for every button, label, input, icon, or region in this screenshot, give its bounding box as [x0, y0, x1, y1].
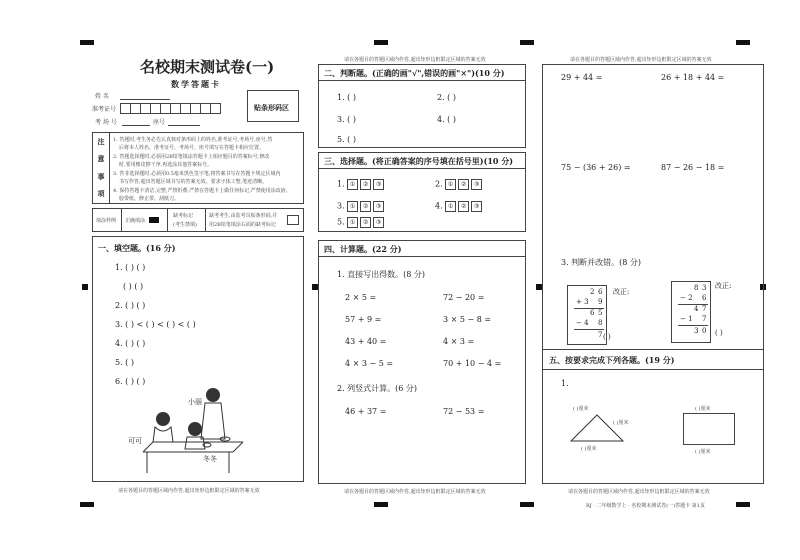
name-field[interactable]	[120, 99, 170, 100]
choice-row[interactable]	[435, 201, 484, 212]
vertical-calc-item[interactable]: 46 + 37 =	[345, 407, 387, 416]
registration-mark	[736, 40, 750, 45]
room-field[interactable]	[122, 125, 150, 126]
note-line: 后将本人姓名、准考证号、考场号、座号填写在答题卡相应位置。	[119, 145, 265, 151]
correction-label: 改正:	[715, 282, 732, 290]
note-line: 2. 答题选择题时,必须用2B铅笔填涂答题卡上相应题目的答案标号,修改	[113, 154, 270, 160]
header-warning: 请在各题目的答题区域内作答,超出矩形边框限定区域的答案无效	[344, 57, 486, 63]
option-box[interactable]: ③	[373, 217, 384, 228]
subquestion-title: 1. 直接写出得数。(8 分)	[337, 270, 426, 279]
judge-answer[interactable]: 5. ( )	[337, 135, 356, 144]
option-box[interactable]: ②	[458, 179, 469, 190]
example-label: 填涂样例	[96, 218, 117, 224]
choice-row[interactable]	[435, 179, 484, 190]
section-4-title: 四、计算题。(22 分)	[319, 241, 525, 257]
notes-box	[92, 132, 304, 204]
length-label[interactable]: ( )厘米	[695, 406, 711, 412]
note-line: 4. 保持答题卡清洁,完整,严禁折叠,严禁在答题卡上做任何标记,严禁使用涂改液、	[113, 188, 291, 194]
calc-item[interactable]: 4 × 3 − 5 =	[345, 359, 394, 368]
digit: 2	[590, 288, 595, 296]
calc-item[interactable]: 70 + 10 − 4 =	[443, 359, 502, 368]
answer-row[interactable]: 2. ( ) ( )	[115, 301, 146, 310]
answer-row[interactable]: 4. ( ) ( )	[115, 339, 146, 348]
answer-row[interactable]: ( ) ( )	[123, 282, 144, 291]
option-box[interactable]: ③	[471, 179, 482, 190]
note-line: 3. 答非选择题时,必须用0.5毫米黑色签字笔,将答案书写在答题卡规定区域内	[113, 171, 281, 177]
choice-row[interactable]	[337, 217, 386, 228]
section-3-title: 三、选择题。(将正确答案的序号填在括号里)(10 分)	[319, 153, 525, 169]
calc-item[interactable]: 75 − (36 + 26) =	[561, 163, 631, 172]
judge-answer[interactable]: 2. ( )	[437, 93, 456, 102]
digit: − 4	[576, 319, 589, 327]
length-label[interactable]: ( )厘米	[581, 446, 597, 452]
barcode-label: 贴条形码区	[254, 103, 289, 112]
digit: − 2	[680, 294, 693, 302]
option-box[interactable]: ②	[360, 217, 371, 228]
character-name: 冬冬	[203, 455, 217, 463]
calc-item[interactable]: 3 × 5 − 8 =	[443, 315, 492, 324]
note-line: 1. 答题时,考生务必先认真核对条形码上的姓名,准考证号,考场号,座号,然	[113, 137, 273, 143]
rectangle-figure	[683, 413, 735, 445]
length-label[interactable]: ( )厘米	[573, 406, 589, 412]
missing-note: (考生禁填)	[173, 222, 197, 228]
option-box[interactable]: ③	[471, 201, 482, 212]
choice-label: 5.	[337, 217, 345, 227]
vertical-calc-item[interactable]: 72 − 53 =	[443, 407, 485, 416]
registration-mark	[80, 502, 94, 507]
section-5-title: 五、按要求完成下列各题。(19 分)	[549, 355, 675, 365]
section-3-panel	[318, 152, 526, 232]
option-box[interactable]: ③	[373, 201, 384, 212]
calc-item[interactable]: 26 + 18 + 44 =	[661, 73, 725, 82]
page-subtitle: 数学答题卡	[171, 79, 221, 89]
length-label[interactable]: ( )厘米	[695, 449, 711, 455]
section-2-panel	[318, 64, 526, 148]
fill-sample-row	[92, 208, 304, 232]
option-box[interactable]: ②	[458, 201, 469, 212]
registration-mark	[520, 502, 534, 507]
digit: 8	[598, 319, 603, 327]
calc-item[interactable]: 57 + 9 =	[345, 315, 382, 324]
question-number: 1.	[561, 379, 569, 388]
digit: 7	[702, 305, 707, 313]
notes-heading-char: 注	[97, 136, 105, 146]
section-2-title: 二、判断题。(正确的画"√",错误的画"×")(10 分)	[319, 65, 525, 81]
correction-label: 改正:	[613, 288, 630, 296]
missing-checkbox[interactable]	[287, 215, 299, 225]
digit: 4	[694, 305, 699, 313]
footer-warning: 请在各题目的答题区域内作答,超出矩形边框限定区域的答案无效	[568, 489, 710, 495]
option-box[interactable]: ①	[347, 179, 358, 190]
choice-label: 2.	[435, 179, 443, 189]
answer-row[interactable]: 6. ( ) ( )	[115, 377, 146, 386]
character-name: 小丽	[188, 398, 202, 406]
judge-answer[interactable]: 4. ( )	[437, 115, 456, 124]
judge-answer[interactable]: ( )	[715, 329, 723, 337]
room-label: 考 场 号	[95, 119, 117, 126]
choice-label: 1.	[337, 179, 345, 189]
registration-mark	[736, 502, 750, 507]
missing-desc: 用2B铅笔填涂右面的缺考标记	[209, 222, 276, 228]
option-box[interactable]: ①	[445, 201, 456, 212]
notes-heading-char: 事	[97, 171, 105, 181]
judge-answer[interactable]: ( )	[603, 333, 611, 341]
option-box[interactable]: ②	[360, 179, 371, 190]
missing-label: 缺考标记	[173, 213, 194, 219]
footer-warning: 请在各题目的答题区域内作答,超出矩形边框限定区域的答案无效	[118, 488, 260, 494]
notes-heading	[93, 133, 110, 203]
digit: + 3	[576, 298, 589, 306]
page-label: RJ · 二年级数学上 · 名校期末测试卷(一)答题卡 第1页	[586, 503, 705, 509]
digit: 3	[702, 284, 707, 292]
page-title: 名校期末测试卷(一)	[140, 58, 275, 76]
digit: 7	[702, 315, 707, 323]
section-1-title: 一、填空题。(16 分)	[98, 243, 176, 253]
digit: 3	[694, 327, 699, 335]
note-line: 胶带纸、修正带、刮纸刀。	[119, 196, 180, 202]
notes-heading-char: 意	[97, 154, 105, 164]
right-answer-panel	[542, 64, 764, 484]
calc-item[interactable]: 72 − 20 =	[443, 293, 485, 302]
subquestion-title: 2. 列竖式计算。(6 分)	[337, 384, 418, 393]
registration-mark	[520, 40, 534, 45]
choice-row[interactable]	[337, 179, 386, 190]
registration-mark	[80, 40, 94, 45]
header-warning: 请在各题目的答题区域内作答,超出矩形边框限定区域的答案无效	[570, 57, 712, 63]
judge-answer[interactable]: 3. ( )	[337, 115, 356, 124]
calc-item[interactable]: 43 + 40 =	[345, 337, 387, 346]
exam-no-label: 准考证号	[92, 106, 117, 113]
registration-mark	[374, 40, 388, 45]
notes-heading-char: 项	[97, 189, 105, 199]
option-box[interactable]: ①	[347, 217, 358, 228]
character-name: 可可	[128, 437, 142, 445]
vertical-problem-a	[567, 285, 607, 345]
name-label: 姓 名	[95, 93, 109, 100]
calc-item[interactable]: 4 × 3 =	[443, 337, 475, 346]
calc-item[interactable]: 29 + 44 =	[561, 73, 603, 82]
answer-row[interactable]: 5. ( )	[115, 358, 134, 367]
registration-mark	[82, 284, 88, 290]
missing-desc: 缺考考生,由监考员贴条形码,并	[209, 213, 278, 219]
digit: 8	[694, 284, 699, 292]
registration-mark	[374, 502, 388, 507]
answer-row[interactable]: 1. ( ) ( )	[115, 263, 146, 272]
calc-item[interactable]: 87 − 26 − 18 =	[661, 163, 725, 172]
footer-warning: 请在各题目的答题区域内作答,超出矩形边框限定区域的答案无效	[344, 489, 486, 495]
choice-label: 4.	[435, 201, 443, 211]
filled-sample-mark	[149, 217, 159, 223]
length-label[interactable]: ( )厘米	[613, 420, 629, 426]
choice-row[interactable]	[337, 201, 386, 212]
vertical-problem-b	[671, 281, 711, 343]
option-box[interactable]: ②	[360, 201, 371, 212]
section-1-panel	[92, 236, 304, 482]
section-4-panel	[318, 240, 526, 484]
option-box[interactable]: ③	[373, 179, 384, 190]
option-box[interactable]: ①	[445, 179, 456, 190]
digit: 6	[590, 309, 595, 317]
barcode-area	[247, 90, 299, 122]
triangle-figure	[567, 411, 627, 445]
answer-row[interactable]: 3. ( ) < ( ) < ( ) < ( )	[115, 320, 196, 329]
option-box[interactable]: ①	[347, 201, 358, 212]
digit: 7	[598, 331, 603, 339]
seat-label: 座号	[153, 119, 166, 126]
digit: 5	[598, 309, 603, 317]
digit: − 1	[680, 315, 693, 323]
correct-label: 正确填涂	[125, 218, 146, 224]
children-table-illustration	[133, 387, 293, 479]
digit: 0	[702, 327, 707, 335]
digit: 6	[702, 294, 707, 302]
note-line: 时,要用橡皮擦干净,再选涂其他答案标号。	[119, 162, 213, 168]
subquestion-title: 3. 判断并改错。(8 分)	[561, 258, 642, 267]
seat-field[interactable]	[168, 125, 200, 126]
digit: 9	[598, 298, 603, 306]
choice-label: 3.	[337, 201, 345, 211]
judge-answer[interactable]: 1. ( )	[337, 93, 356, 102]
note-line: 书写作答,超出答题区域书写的答案无效。要求字体工整,笔迹清晰。	[119, 179, 268, 185]
calc-item[interactable]: 2 × 5 =	[345, 293, 377, 302]
digit: 6	[598, 288, 603, 296]
exam-no-boxes[interactable]	[120, 103, 220, 114]
